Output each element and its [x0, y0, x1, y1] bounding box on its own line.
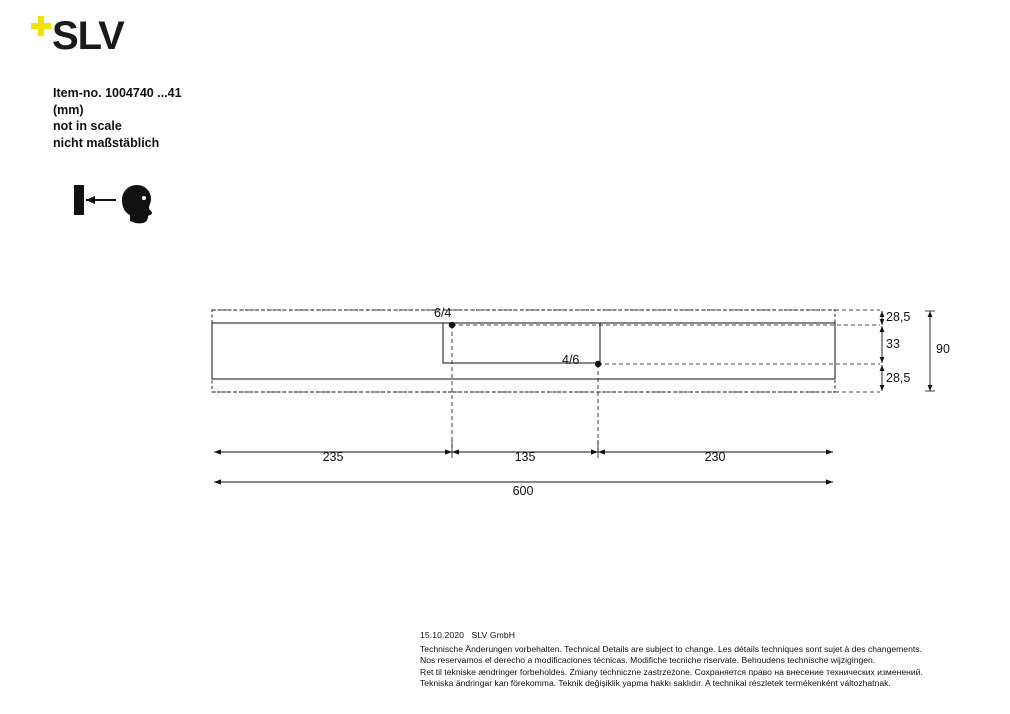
label-length-left: 235: [322, 450, 344, 464]
unit-label: (mm): [53, 102, 84, 117]
label-height-top: 28,5: [886, 310, 911, 324]
not-in-scale-de: nicht maßstäblich: [53, 135, 160, 150]
footer-legal-line-1: Technische Änderungen vorbehalten. Technical Details are subject to change. Les détails techniques sont sujet à des changements.: [420, 643, 922, 654]
label-connector-bottom: 4/6: [562, 353, 580, 367]
footer: [420, 630, 980, 690]
footer-date-company: [420, 630, 980, 642]
label-length-middle: 135: [514, 450, 536, 464]
profile-envelope-outline: [212, 310, 835, 392]
footer-legal-line-3: Ret til tekniske ændringer forbeholdes. Zmiany techniczne zastrzeżone. Сохраняется право на внесение технических изменений.: [420, 666, 923, 677]
footer-legal: [420, 644, 980, 690]
label-length-right: 230: [704, 450, 726, 464]
footer-date: 15.10.2020: [420, 630, 465, 640]
label-length-total: 600: [512, 484, 534, 498]
label-height-total: 90: [936, 342, 950, 356]
not-in-scale-en: not in scale: [53, 119, 122, 133]
footer-legal-line-4: Tekniska ändringar kan förekomma. Teknik değişiklik yapma hakkı saklıdır. A technikai részletek termékenként változhatnak.: [420, 678, 891, 689]
label-height-bottom: 28,5: [886, 371, 911, 385]
label-connector-top: 6/4: [434, 306, 452, 320]
profile-body: [212, 323, 835, 379]
item-number: Item-no. 1004740 ...41: [53, 86, 182, 100]
label-height-middle: 33: [886, 337, 900, 351]
footer-legal-line-2: Nos reservamos el derecho a modificaciones técnicas. Modifiche tecniche riservate. Behoudens technische wijzigingen.: [420, 655, 876, 666]
footer-company: SLV GmbH: [471, 630, 516, 640]
brand-name: SLV: [52, 14, 124, 58]
